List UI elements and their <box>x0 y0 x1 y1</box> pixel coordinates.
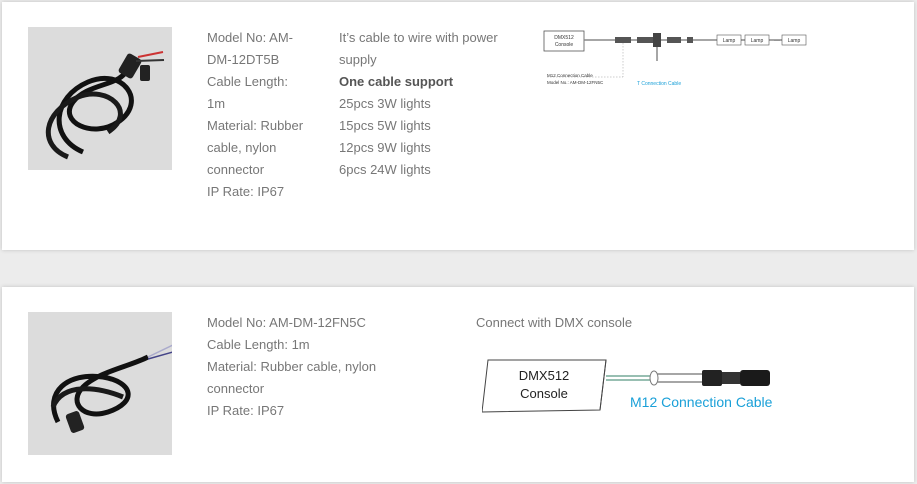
cable-photo-2 <box>28 312 172 455</box>
m12-connector <box>702 370 722 386</box>
description-text: It’s cable to wire with power supply <box>339 30 498 67</box>
description-text: Connect with DMX console <box>476 315 633 330</box>
material: Material: Rubber cable, nylon connector <box>207 359 377 396</box>
product-specs-1 <box>207 27 307 203</box>
cable-image-1 <box>28 27 172 170</box>
support-item: 6pcs 24W lights <box>339 162 431 177</box>
product-specs-2 <box>207 312 397 422</box>
connector <box>637 37 653 43</box>
lamp-label: Lamp <box>750 38 764 44</box>
product-card-1 <box>2 2 914 250</box>
console-label-1: DMX512 <box>554 35 574 41</box>
product-description-1 <box>339 27 524 181</box>
t-connector <box>653 33 661 47</box>
connector <box>667 37 681 43</box>
support-item: 15pcs 5W lights <box>339 118 431 133</box>
lamp-label: Lamp <box>722 38 736 44</box>
material: Material: Rubber cable, nylon connector <box>207 118 304 177</box>
product-description-2 <box>476 312 736 334</box>
console-label-2: Console <box>520 386 568 401</box>
cable-label: M12 Connection Cable <box>630 394 773 410</box>
model-number: Model No: AM-DM-12FN5C <box>207 315 366 330</box>
cable-label-2: Model No.: AM-DM-12FN5C <box>547 80 604 85</box>
ip-rate: IP Rate: IP67 <box>207 184 285 199</box>
cable-length: Cable Length: 1m <box>207 337 310 352</box>
t-cable-label: T Connection Cable <box>637 81 682 87</box>
lamp-label: Lamp <box>787 38 801 44</box>
product-card-2 <box>2 287 914 482</box>
connector <box>687 37 693 43</box>
ellipsis: ··· <box>774 38 780 44</box>
console-label-1: DMX512 <box>518 368 570 383</box>
support-item: 12pcs 9W lights <box>339 140 431 155</box>
model-number: Model No: AM-DM-12DT5B <box>207 30 293 67</box>
cable-label-1: M12 Connection Cable <box>547 73 593 78</box>
wiring-diagram-1 <box>537 27 817 97</box>
support-title: One cable support <box>339 74 454 89</box>
console-label-2: Console <box>554 42 574 48</box>
console-box <box>544 31 584 51</box>
cable-photo-1 <box>28 27 172 170</box>
support-item: 25pcs 3W lights <box>339 96 431 111</box>
connector <box>615 37 631 43</box>
cable-image-2 <box>28 312 172 455</box>
wiring-diagram-2 <box>482 352 802 422</box>
cable-length: Cable Length: 1m <box>207 74 288 111</box>
ip-rate: IP Rate: IP67 <box>207 403 285 418</box>
